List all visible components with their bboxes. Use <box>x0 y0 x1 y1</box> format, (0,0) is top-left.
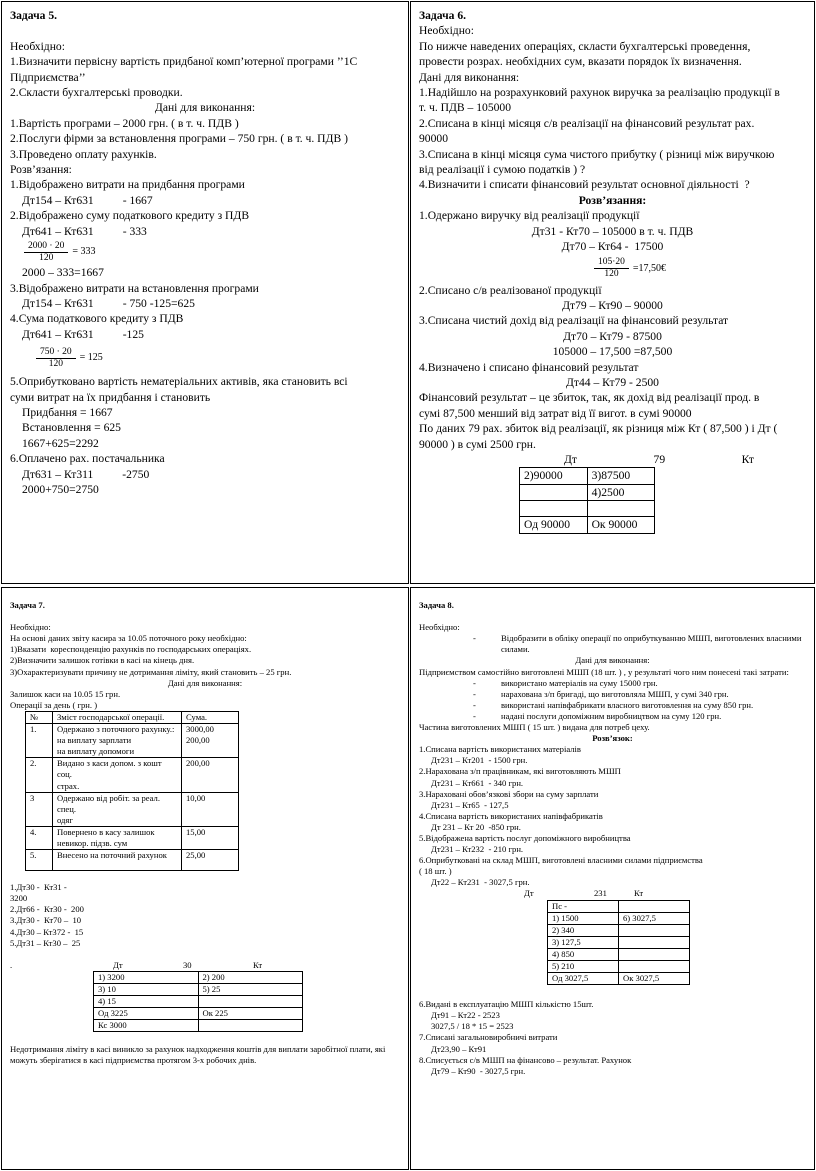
table-cell: Одержано від робіт. за реал. спец. одяг <box>53 792 182 826</box>
t-account-header <box>564 452 754 467</box>
table-cell <box>619 936 690 948</box>
task-5-line: 1.Визначити первісну вартість придбаної комп’ютерної програми ’’1С <box>10 55 358 69</box>
t-account-kt: Кт <box>253 959 263 970</box>
task-6-line: Необхідно: <box>419 24 474 38</box>
t-account-header <box>10 960 400 971</box>
task-7-line: Необхідно: <box>10 622 51 633</box>
task-8-entry: Дт231 – Кт661 - 340 грн. <box>431 777 524 788</box>
table-cell <box>198 1020 303 1032</box>
task-6-entry: Дт70 – Кт79 - 87500 <box>563 329 662 343</box>
task-8-entry: Дт22 – Кт231 - 3027,5 грн. <box>431 877 530 888</box>
task-8-end-line: 8.Списується с/в МШП на фінансово – результат. Рахунок <box>419 1054 632 1065</box>
task-8-end-line: 3027,5 / 18 * 15 = 2523 <box>431 1021 514 1032</box>
table-cell: 2) 340 <box>548 924 619 936</box>
table-cell: 1) 1500 <box>548 912 619 924</box>
table-row <box>94 984 303 996</box>
table-row <box>548 912 690 924</box>
table-cell: Ок 225 <box>198 1008 303 1020</box>
task-6-line: Фінансовий результат – це збиток, так, як дохід від реалізації прод. в <box>419 391 760 405</box>
table-row <box>26 792 239 826</box>
t-account-table <box>519 467 655 533</box>
table-header-row <box>26 711 239 723</box>
table-row <box>548 924 690 936</box>
list-item: - надані послуги допоміжним виробництвом на суму 120 грн. <box>419 711 806 722</box>
task-5-data-line: 1.Відображено витрати на придбання програми <box>10 178 245 192</box>
table-cell: 200,00 <box>182 758 239 792</box>
task-7-data-heading: Дані для виконання: <box>167 677 243 688</box>
task-7-line: 2)Визначити залишок готівки в касі на кінець дня. <box>10 655 195 666</box>
table-cell: 2. <box>26 758 53 792</box>
task-5-panel <box>1 1 409 584</box>
table-row <box>94 996 303 1008</box>
task-8-solution-line: ( 18 шт. ) <box>419 866 452 877</box>
task-6-line: 90000 <box>419 132 448 146</box>
table-row <box>26 850 239 871</box>
t-account-table <box>93 971 303 1032</box>
task-5-data-heading: Дані для виконання: <box>154 101 256 115</box>
task-6-line: т. ч. ПДВ – 105000 <box>419 101 512 115</box>
t-account-dt: Дт <box>113 959 123 970</box>
table-row <box>548 900 690 912</box>
table-cell <box>520 484 588 500</box>
task-8-entry: Дт231 – Кт65 - 127,5 <box>431 799 509 810</box>
fraction-numerator: 2000 · 20 <box>24 241 68 253</box>
task-8-solution-line: 5.Відображена вартість послуг допоміжного виробництва <box>419 832 631 843</box>
task-7-entry: 4.Дт30 – Кт372 - 15 <box>10 926 84 937</box>
table-cell: 25,00 <box>182 850 239 871</box>
task-6-line: провести розрах. необхідних сум, вказати порядок їх визначення. <box>419 55 742 69</box>
table-cell: 3000,00 200,00 <box>182 724 239 758</box>
table-row <box>520 517 655 533</box>
fraction-result: =17,50€ <box>632 262 667 274</box>
task-5-end-line: 6.Оплачено рах. постачальника <box>10 452 165 466</box>
task-5-mid-line: 4.Сума податкового кредиту з ПДВ <box>10 312 184 326</box>
table-row <box>548 936 690 948</box>
table-cell: Пс - <box>548 900 619 912</box>
task-5-end-line: Встановлення = 625 <box>22 421 121 435</box>
task-6-line: від реалізації і сумою податків ) ? <box>419 163 586 177</box>
table-row <box>520 468 655 484</box>
table-row <box>26 758 239 792</box>
table-row <box>548 948 690 960</box>
task-5-entry: Дт641 – Кт631 -125 <box>22 327 144 341</box>
fraction-result: = 125 <box>79 352 103 364</box>
task-5-mid-line: 2000 – 333=1667 <box>22 266 104 280</box>
list-item: - Відобразити в обліку операції по оприбуткуванню МШП, виготовлених власними силами. <box>419 633 806 655</box>
task-5-end-line: 5.Оприбутковано вартість нематеріальних активів, яка становить всі <box>10 375 348 389</box>
task-6-line: сумі 87,500 менший від затрат від її вигот. в сумі 90000 <box>419 406 692 420</box>
task-6-line: 4.Визначено і списано фінансовий результат <box>419 360 639 374</box>
table-cell <box>619 961 690 973</box>
table-cell: 1) 3200 <box>94 971 199 983</box>
table-row <box>548 973 690 985</box>
task-6-title: Задача 6. <box>419 9 467 22</box>
operations-table <box>25 711 239 871</box>
table-cell: 3 <box>26 792 53 826</box>
task-7-entry: 3200 <box>10 893 28 904</box>
table-cell <box>619 948 690 960</box>
t-account-header <box>419 888 806 899</box>
task-8-tail: Частина виготовлених МШП ( 15 шт. ) видана для потреб цеху. <box>419 722 650 733</box>
task-8-end-line: 7.Списані загальновиробничі витрати <box>419 1032 558 1043</box>
task-5-end-line: 2000+750=2750 <box>22 482 99 496</box>
task-8-entry: Дт91 – Кт22 - 2523 <box>431 1010 500 1021</box>
table-cell: 2)90000 <box>520 468 588 484</box>
t-account-number: 79 <box>653 452 666 466</box>
task-8-bullets-1 <box>419 633 806 655</box>
task-8-intro: Підприємством самостійно виготовлені МШП (18 шт. ) , у результаті чого ним понесені такі затрати: <box>419 666 789 677</box>
task-7-line: 3)Охарактеризувати причину не дотримання ліміту, який становить – 25 грн. <box>10 666 292 677</box>
task-8-solution-heading: Розв’язок: <box>592 733 633 744</box>
task-7-entry: 2.Дт66 - Кт30 - 200 <box>10 904 84 915</box>
table-cell <box>587 501 654 517</box>
table-cell: 5. <box>26 850 53 871</box>
table-row <box>26 724 239 758</box>
task-7-entry: 5.Дт31 – Кт30 – 25 <box>10 937 81 948</box>
list-item: - нарахована з/п бригаді, що виготовляла МШП, у сумі 340 грн. <box>419 689 806 700</box>
task-6-entry: Дт31 - Кт70 – 105000 в т. ч. ПДВ <box>531 224 694 238</box>
table-cell: Внесено на поточний рахунок <box>53 850 182 871</box>
table-header-cell: Зміст господарської операції. <box>53 711 182 723</box>
table-cell: 1. <box>26 724 53 758</box>
task-5-data-line: Розв’язання: <box>10 163 72 177</box>
task-7-data-line: Залишок каси на 10.05 15 грн. <box>10 688 121 699</box>
fraction-denominator: 120 <box>48 358 63 369</box>
table-cell: 3)87500 <box>587 468 654 484</box>
task-5-data-line: 1.Вартість програми – 2000 грн. ( в т. ч. ПДВ ) <box>10 116 239 130</box>
table-cell <box>198 996 303 1008</box>
task-6-line: 4.Визначити і списати фінансовий результат основної діяльності ? <box>419 178 750 192</box>
t-account-number: 30 <box>183 959 192 970</box>
task-5-entry: Дт154 – Кт631 - 1667 <box>22 193 153 207</box>
table-cell: 4) 850 <box>548 948 619 960</box>
task-5-end-line: Придбання = 1667 <box>22 405 113 419</box>
t-account-table <box>547 900 690 986</box>
task-6-panel <box>410 1 815 584</box>
task-5-line: Необхідно: <box>10 39 65 53</box>
task-6-line: 3.Списана в кінці місяця сума чистого прибутку ( різниці між виручкою <box>419 147 775 161</box>
task-5-line: 2.Скласти бухгалтерські проводки. <box>10 86 183 100</box>
task-8-entry: Дт231 – Кт201 - 1500 грн. <box>431 755 528 766</box>
task-6-line: 90000 ) в сумі 2500 грн. <box>419 437 536 451</box>
task-7-line: 1)Вказати кореспонденцію рахунків по господарських операціях. <box>10 644 252 655</box>
table-header-cell: Сума. <box>182 711 239 723</box>
task-5-data-line: 2.Відображено суму податкового кредиту з ПДВ <box>10 209 250 223</box>
task-8-need: Необхідно: <box>419 622 460 633</box>
task-8-end-line: 6.Видані в експлуатацію МШП кількістю 15шт. <box>419 999 594 1010</box>
task-7-entry: 1.Дт30 - Кт31 - <box>10 882 67 893</box>
task-8-title: Задача 8. <box>419 600 454 610</box>
task-7-title: Задача 7. <box>10 600 45 610</box>
task-8-data-heading: Дані для виконання: <box>575 655 650 666</box>
table-header-cell: № <box>26 711 53 723</box>
table-row <box>520 484 655 500</box>
table-cell: 2) 200 <box>198 971 303 983</box>
task-7-entry: 3.Дт30 - Кт70 – 10 <box>10 915 82 926</box>
task-5-entry: Дт641 – Кт631 - 333 <box>22 224 147 238</box>
t-account-kt: Кт <box>634 888 644 899</box>
table-cell: 5) 210 <box>548 961 619 973</box>
task-7-data-line: Операції за день ( грн. ) <box>10 699 98 710</box>
task-8-entry: Дт79 – Кт90 - 3027,5 грн. <box>431 1065 526 1076</box>
task-6-fraction <box>419 255 806 283</box>
t-account-dt: Дт <box>524 888 534 899</box>
fraction-numerator: 750 · 20 <box>36 347 76 359</box>
table-cell: Ок 3027,5 <box>619 973 690 985</box>
task-5-title: Задача 5. <box>10 9 58 22</box>
table-cell: Повернено в касу залишок невикор. підзв. сум <box>53 826 182 849</box>
task-8-solution-line: 3.Нараховані обов’язкові збори на суму зарплати <box>419 788 599 799</box>
task-6-line: По даних 79 рах. збиток від реалізації, як різниця між Кт ( 87,500 ) і Дт ( <box>419 422 778 436</box>
task-5-mid-line: 3.Відображено витрати на встановлення програми <box>10 281 259 295</box>
table-cell: Од 3027,5 <box>548 973 619 985</box>
table-cell: Ок 90000 <box>587 517 654 533</box>
task-5-line: Підприємства’’ <box>10 70 86 84</box>
t-account-kt: Кт <box>741 452 754 466</box>
task-6-entry: Дт79 – Кт90 – 90000 <box>562 298 663 312</box>
table-cell: Од 90000 <box>520 517 588 533</box>
task-8-entry: Дт231 – Кт232 - 210 грн. <box>431 844 524 855</box>
task-6-solution-line: 1.Одержано виручку від реалізації продукції <box>419 209 640 223</box>
fraction-result: = 333 <box>72 246 96 258</box>
task-8-entry: Дт 231 – Кт 20 -850 грн. <box>431 821 521 832</box>
t-account-dt: Дт <box>564 452 577 466</box>
task-5-entry: Дт154 – Кт631 - 750 -125=625 <box>22 296 195 310</box>
task-6-entry: Дт44 – Кт79 - 2500 <box>566 375 659 389</box>
task-6-solution-heading: Розв’язання: <box>578 193 647 207</box>
fraction-numerator: 105·20 <box>594 257 629 269</box>
task-6-line: 2.Списано с/в реалізованої продукції <box>419 283 602 297</box>
task-7-panel <box>1 587 409 1170</box>
t-account-dot: . <box>10 959 13 970</box>
table-cell: 4. <box>26 826 53 849</box>
list-item: - використані напівфабрикати власного виготовлення на суму 850 грн. <box>419 700 806 711</box>
list-item: - використано матеріалів на суму 15000 грн. <box>419 678 806 689</box>
t-account-number: 231 <box>594 888 607 899</box>
task-5-fraction-2 <box>10 342 400 374</box>
table-row <box>548 961 690 973</box>
table-cell: 10,00 <box>182 792 239 826</box>
task-6-entry: Дт70 – Кт64 - 17500 <box>561 240 664 254</box>
task-5-data-line: 2.Послуги фірми за встановлення програми – 750 грн. ( в т. ч. ПДВ ) <box>10 132 348 146</box>
table-cell: 3) 10 <box>94 984 199 996</box>
task-5-fraction-1 <box>10 239 400 265</box>
task-6-line: Дані для виконання: <box>419 70 520 84</box>
table-row <box>520 501 655 517</box>
fraction-denominator: 120 <box>39 252 54 263</box>
task-7-line: На основі даних звіту касира за 10.05 поточного року необхідно: <box>10 633 247 644</box>
table-cell: 5) 25 <box>198 984 303 996</box>
task-6-line: По нижче наведених операціях, скласти бухгалтерські проведення, <box>419 39 751 53</box>
table-cell: 15,00 <box>182 826 239 849</box>
task-8-solution-line: 1.Списана вартість використаних матеріалів <box>419 744 581 755</box>
table-cell <box>619 900 690 912</box>
task-8-bullets-2 <box>419 678 806 722</box>
table-cell <box>520 501 588 517</box>
task-5-entry: Дт631 – Кт311 -2750 <box>22 467 150 481</box>
task-8-solution-line: 2.Нарахована з/п працівникам, які виготовляють МШП <box>419 766 621 777</box>
table-cell: Видано з каси допом. з кошт соц. страх. <box>53 758 182 792</box>
task-8-entry: Дт23,90 – Кт91 <box>431 1043 487 1054</box>
task-6-line: 2.Списана в кінці місяця с/в реалізації на фінансовий результат рах. <box>419 116 755 130</box>
task-6-line: 3.Списана чистий дохід від реалізації на фінансовий результат <box>419 314 729 328</box>
table-cell: 4) 15 <box>94 996 199 1008</box>
task-6-line: 1.Надійшло на розрахунковий рахунок виручка за реалізацію продукції в <box>419 86 780 100</box>
table-cell: Од 3225 <box>94 1008 199 1020</box>
table-row <box>94 971 303 983</box>
table-cell: Одержано з поточного рахунку.: на виплату зарплати на виплату допомоги <box>53 724 182 758</box>
task-5-end-line: суми витрат на їх придбання і становить <box>10 390 211 404</box>
task-8-panel <box>410 587 815 1170</box>
table-cell: 4)2500 <box>587 484 654 500</box>
fraction-denominator: 120 <box>604 269 619 279</box>
table-row <box>26 826 239 849</box>
task-6-entry: 105000 – 17,500 =87,500 <box>552 345 673 359</box>
task-5-data-line: 3.Проведено оплату рахунків. <box>10 147 157 161</box>
table-row <box>94 1020 303 1032</box>
task-8-solution-line: 4.Списана вартість використаних напівфабрикатів <box>419 810 603 821</box>
task-7-conclusion: Недотримання ліміту в касі виникло за рахунок надходження коштів для виплати заробітної плати, які можуть зберігатися в касі підприємства протягом 3-х робочих днів. <box>10 1044 386 1066</box>
table-cell: Кс 3000 <box>94 1020 199 1032</box>
table-cell: 6) 3027,5 <box>619 912 690 924</box>
table-row <box>94 1008 303 1020</box>
task-8-solution-line: 6.Оприбутковані на склад МШП, виготовлені власними силами підприємства <box>419 855 703 866</box>
table-cell <box>619 924 690 936</box>
table-cell: 3) 127,5 <box>548 936 619 948</box>
task-5-end-line: 1667+625=2292 <box>22 436 99 450</box>
